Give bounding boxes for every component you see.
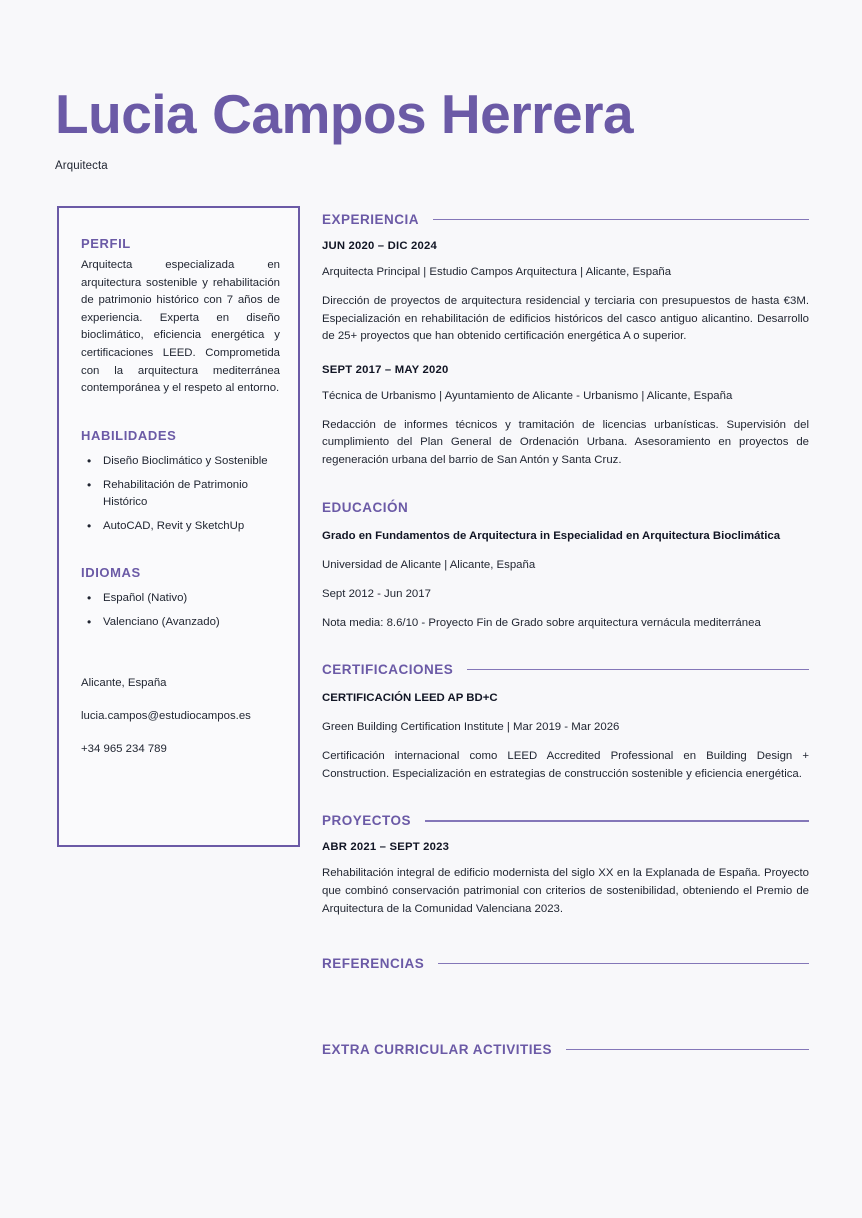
section-header bbox=[322, 212, 809, 227]
family-name: Campos Herrera bbox=[212, 83, 634, 145]
sidebar-profile-text: Arquitecta especializada en arquitectura sostenible y rehabilitación de patrimonio histórico con 7 años de experiencia. Experta en diseño bioclimático, eficiencia energética y certificaciones LEED. Comprometida con la arquitectura mediterránea contemporánea y el respeto al entorno. bbox=[81, 259, 280, 395]
section-header bbox=[322, 813, 809, 828]
list-item: • AutoCAD, Revit y SketchUp bbox=[81, 518, 280, 535]
section-header bbox=[322, 500, 809, 515]
certification-description: Certificación internacional como LEED Accredited Professional en Building Design + Construction. Especialización en estrategias de construcción sostenible y eficiencia energética. bbox=[322, 750, 809, 780]
certification-entry bbox=[322, 690, 809, 783]
project-description: Rehabilitación integral de edificio modernista del siglo XX en la Explanada de España. Proyecto que combinó conservación patrimonial con criterios de sostenibilidad, obteniendo el Premio de Arquitectura de la Comunidad Valenciana 2023. bbox=[322, 867, 809, 915]
contact-email[interactable]: lucia.campos@estudiocampos.es bbox=[81, 709, 251, 722]
section-title-projects: PROYECTOS bbox=[322, 813, 412, 829]
certification-title: CERTIFICACIÓN LEED AP BD+C bbox=[322, 692, 498, 705]
education-entry bbox=[322, 528, 809, 633]
main-column bbox=[322, 212, 809, 1070]
list-item: • Rehabilitación de Patrimonio Histórico bbox=[81, 477, 280, 511]
sidebar-panel bbox=[57, 206, 300, 847]
spacer bbox=[322, 470, 809, 500]
section-rule bbox=[566, 1049, 809, 1051]
entry-date: JUN 2020 – DIC 2024 bbox=[322, 240, 437, 252]
languages-list bbox=[81, 590, 280, 631]
list-item: • Valenciano (Avanzado) bbox=[81, 614, 280, 631]
sidebar-section-contact bbox=[81, 675, 280, 758]
entry-description: Dirección de proyectos de arquitectura residencial y terciaria con presupuestos de hasta €3M. Especialización en rehabilitación de edificios históricos del casco antiguo alicantino. Desarrollo de 25+ proyectos que han obtenido certificación energética A o superior. bbox=[322, 295, 809, 343]
section-title-education: EDUCACIÓN bbox=[322, 499, 409, 515]
project-entry bbox=[322, 841, 809, 918]
sidebar-languages-heading: IDIOMAS bbox=[81, 564, 141, 580]
contact-location: Alicante, España bbox=[81, 676, 167, 689]
spacer bbox=[322, 783, 809, 813]
section-header bbox=[322, 662, 809, 677]
section-title-references: REFERENCIAS bbox=[322, 956, 425, 972]
candidate-name bbox=[55, 84, 815, 144]
section-rule bbox=[433, 219, 809, 221]
education-degree: Grado en Fundamentos de Arquitectura in Especialidad en Arquitectura Bioclimática bbox=[322, 529, 781, 542]
entry-description: Redacción de informes técnicos y tramitación de licencias urbanísticas. Supervisión del cumplimiento del Plan General de Ordenación Urbana. Asesoramiento en proyectos de regeneración urbana del barrio de San Antón y Santa Cruz. bbox=[322, 418, 809, 466]
section-certifications bbox=[322, 662, 809, 783]
education-institution: Universidad de Alicante | Alicante, España bbox=[322, 558, 536, 571]
candidate-role: Arquitecta bbox=[55, 160, 108, 172]
education-notes: Nota media: 8.6/10 - Proyecto Fin de Grado sobre arquitectura vernácula mediterránea bbox=[322, 616, 761, 629]
list-item: • Diseño Bioclimático y Sostenible bbox=[81, 453, 280, 470]
section-rule bbox=[425, 820, 809, 822]
list-item: • Español (Nativo) bbox=[81, 590, 280, 607]
entry-meta: Arquitecta Principal | Estudio Campos Arquitectura | Alicante, España bbox=[322, 266, 672, 278]
education-dates: Sept 2012 - Jun 2017 bbox=[322, 587, 431, 600]
resume-header bbox=[55, 84, 815, 172]
experience-entry bbox=[322, 364, 809, 470]
spacer bbox=[322, 918, 809, 956]
section-education bbox=[322, 500, 809, 633]
sidebar-profile-heading: PERFIL bbox=[81, 236, 131, 251]
spacer bbox=[322, 984, 809, 1042]
skills-list bbox=[81, 453, 280, 535]
section-extra-curricular bbox=[322, 1042, 809, 1057]
section-header bbox=[322, 1042, 809, 1057]
project-date: ABR 2021 – SEPT 2023 bbox=[322, 841, 450, 854]
section-experience bbox=[322, 212, 809, 470]
entry-meta: Técnica de Urbanismo | Ayuntamiento de Alicante - Urbanismo | Alicante, España bbox=[322, 389, 733, 402]
experience-entry bbox=[322, 240, 809, 346]
section-title-extra-curricular: EXTRA CURRICULAR ACTIVITIES bbox=[322, 1042, 553, 1058]
certification-meta: Green Building Certification Institute | Mar 2019 - Mar 2026 bbox=[322, 721, 620, 734]
spacer bbox=[322, 632, 809, 662]
section-rule bbox=[438, 963, 809, 965]
section-projects bbox=[322, 813, 809, 918]
entry-date: SEPT 2017 – MAY 2020 bbox=[322, 363, 449, 376]
section-references bbox=[322, 956, 809, 971]
sidebar-skills-heading: HABILIDADES bbox=[81, 427, 177, 443]
sidebar-section-skills bbox=[81, 428, 280, 535]
sidebar-section-profile bbox=[81, 236, 280, 398]
section-title-certifications: CERTIFICACIONES bbox=[322, 662, 454, 678]
section-rule bbox=[467, 669, 809, 671]
contact-phone[interactable]: +34 965 234 789 bbox=[81, 742, 167, 755]
section-header bbox=[322, 956, 809, 971]
given-name: Lucia bbox=[55, 83, 197, 145]
section-title-experience: EXPERIENCIA bbox=[322, 212, 420, 227]
sidebar-section-languages bbox=[81, 565, 280, 631]
